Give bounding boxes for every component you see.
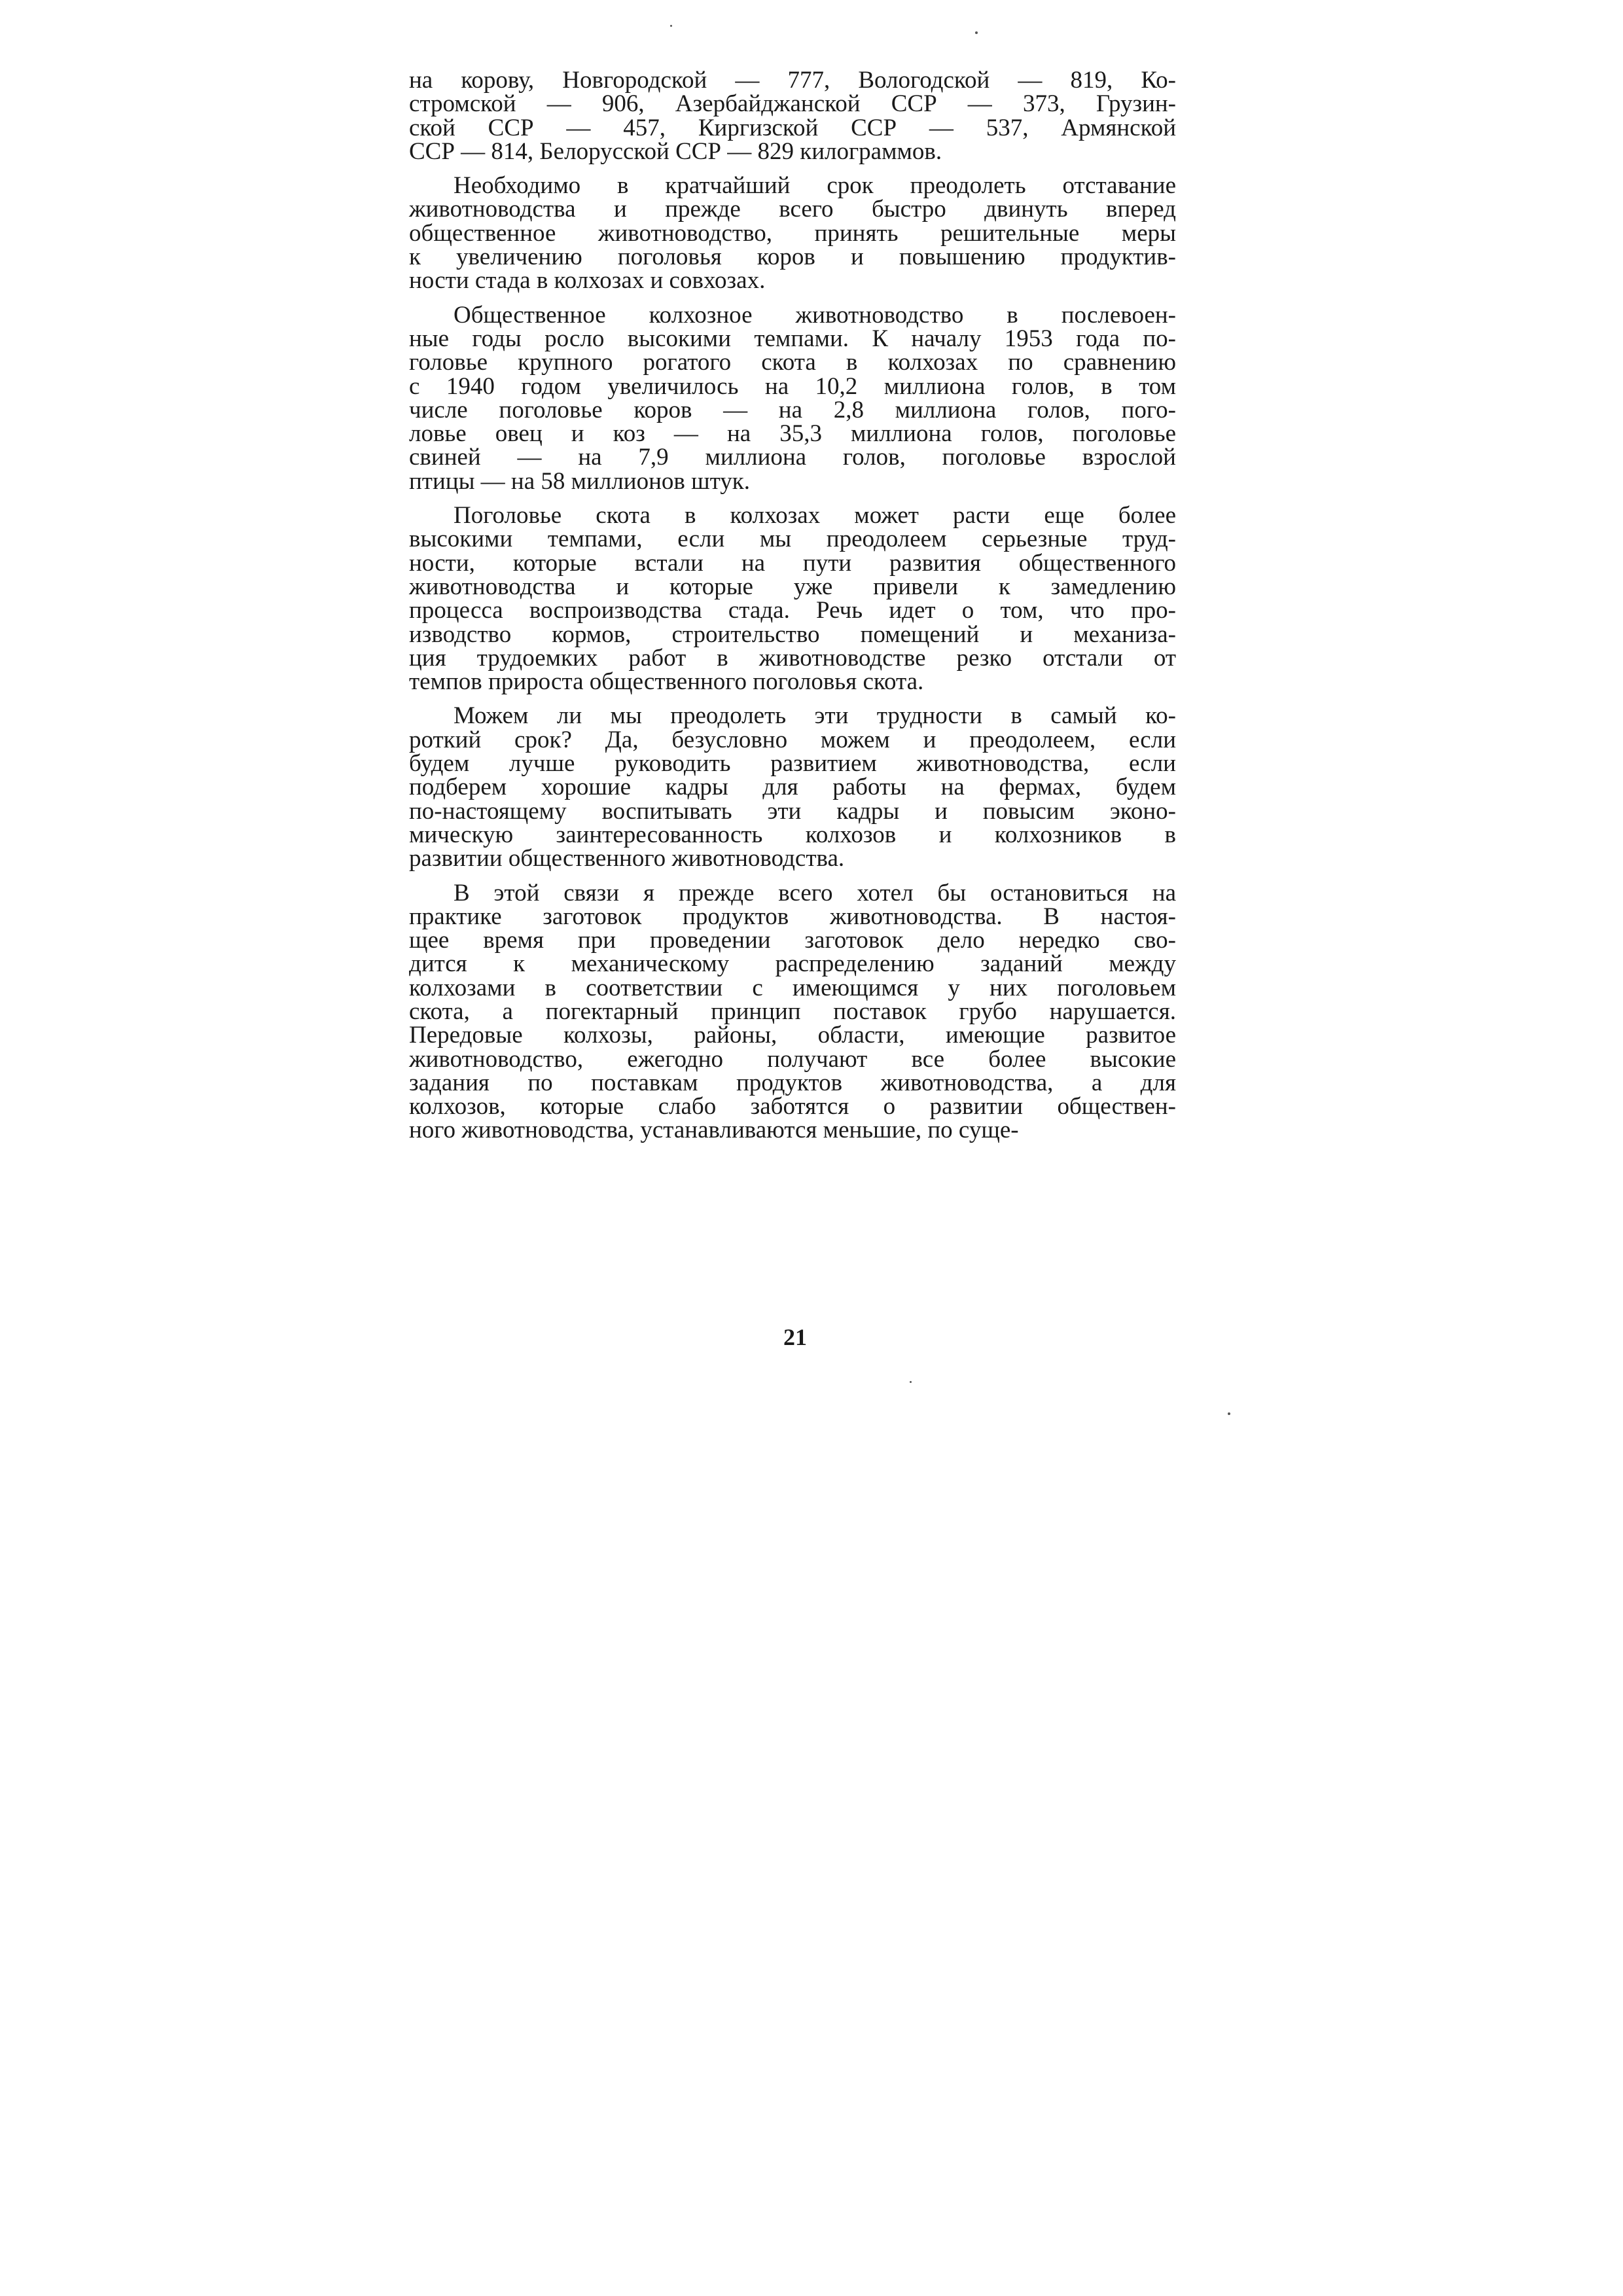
text-line: практике заготовок продуктов животноводства. В настоя- — [409, 903, 1176, 930]
text-line: к увеличению поголовья коров и повышению продуктив- — [409, 243, 1176, 271]
text-line: Поголовье скота в колхозах может расти еще более — [454, 502, 1176, 529]
text-line: высокими темпами, если мы преодолеем серьезные труд- — [409, 526, 1176, 553]
text-line: процесса воспроизводства стада. Речь идет о том, что про- — [409, 597, 1176, 624]
text-line: ССР — 814, Белорусской ССР — 829 килограммов. — [409, 137, 942, 165]
text-line: роткий срок? Да, безусловно можем и преодолеем, если — [409, 726, 1176, 753]
text-line: числе поголовье коров — на 2,8 миллиона голов, пого- — [409, 396, 1176, 423]
text-line: Передовые колхозы, районы, области, имеющие развитое — [409, 1022, 1176, 1049]
paragraph — [409, 504, 1176, 694]
text-line: щее время при проведении заготовок дело нередко сво- — [409, 927, 1176, 954]
text-line: темпов прироста общественного поголовья скота. — [409, 668, 924, 696]
text-line: дится к механическому распределению заданий между — [409, 950, 1176, 978]
text-line: стромской — 906, Азербайджанской ССР — 373, Грузин- — [409, 90, 1176, 118]
text-line: будем лучше руководить развитием животноводства, если — [409, 750, 1176, 778]
text-line: головье крупного рогатого скота в колхозах по сравнению — [409, 349, 1176, 376]
scan-speck — [1228, 1412, 1230, 1415]
text-line: по-настоящему воспитывать эти кадры и повысим эконо- — [409, 797, 1176, 825]
text-line: с 1940 годом увеличилось на 10,2 миллиона голов, в том — [409, 372, 1176, 400]
text-line: ской ССР — 457, Киргизской ССР — 537, Армянской — [409, 114, 1176, 141]
text-line: свиней — на 7,9 миллиона голов, поголовье взрослой — [409, 444, 1176, 471]
paragraph — [409, 704, 1176, 870]
scan-speck — [910, 1381, 912, 1383]
scan-speck — [670, 25, 672, 27]
text-line: птицы — на 58 миллионов штук. — [409, 467, 751, 495]
scan-speck — [975, 31, 978, 34]
text-line: Можем ли мы преодолеть эти трудности в самый ко- — [454, 702, 1176, 730]
paragraph — [409, 69, 1176, 164]
text-line: общественное животноводство, принять решительные меры — [409, 219, 1176, 247]
text-line: колхозами в соответствии с имеющимся у них поголовьем — [409, 974, 1176, 1001]
page-number: 21 — [783, 1324, 807, 1350]
text-line: животноводства и которые уже привели к замедлению — [409, 573, 1176, 600]
text-line: изводство кормов, строительство помещений и механиза- — [409, 620, 1176, 648]
text-line: ности, которые встали на пути развития общественного — [409, 549, 1176, 577]
text-line: на корову, Новгородской — 777, Вологодской — 819, Ко- — [409, 67, 1176, 94]
text-line: ция трудоемких работ в животноводстве резко отстали от — [409, 644, 1176, 672]
text-line: ные годы росло высокими темпами. К началу 1953 года по- — [409, 325, 1176, 352]
paragraph — [409, 301, 1176, 495]
text-line: животноводства и прежде всего быстро двинуть вперед — [409, 196, 1176, 223]
text-line: развитии общественного животноводства. — [409, 845, 845, 872]
text-line: Необходимо в кратчайший срок преодолеть отставание — [454, 172, 1176, 200]
text-line: колхозов, которые слабо заботятся о развитии обществен- — [409, 1093, 1176, 1121]
paragraph — [409, 174, 1176, 293]
paragraph — [409, 879, 1176, 1144]
text-line: задания по поставкам продуктов животноводства, а для — [409, 1069, 1176, 1096]
body-text — [409, 69, 1176, 1153]
text-line: Общественное колхозное животноводство в послевоен- — [454, 301, 1176, 329]
text-line: животноводство, ежегодно получают все более высокие — [409, 1045, 1176, 1073]
text-line: ности стада в колхозах и совхозах. — [409, 267, 766, 295]
text-line: мическую заинтересованность колхозов и колхозников в — [409, 821, 1176, 848]
text-line: подберем хорошие кадры для работы на фермах, будем — [409, 774, 1176, 801]
text-line: ного животноводства, устанавливаются меньшие, по суще- — [409, 1117, 1019, 1144]
text-line: В этой связи я прежде всего хотел бы остановиться на — [454, 879, 1176, 906]
text-line: ловье овец и коз — на 35,3 миллиона голов, поголовье — [409, 420, 1176, 448]
text-line: скота, а погектарный принцип поставок грубо нарушается. — [409, 997, 1176, 1025]
